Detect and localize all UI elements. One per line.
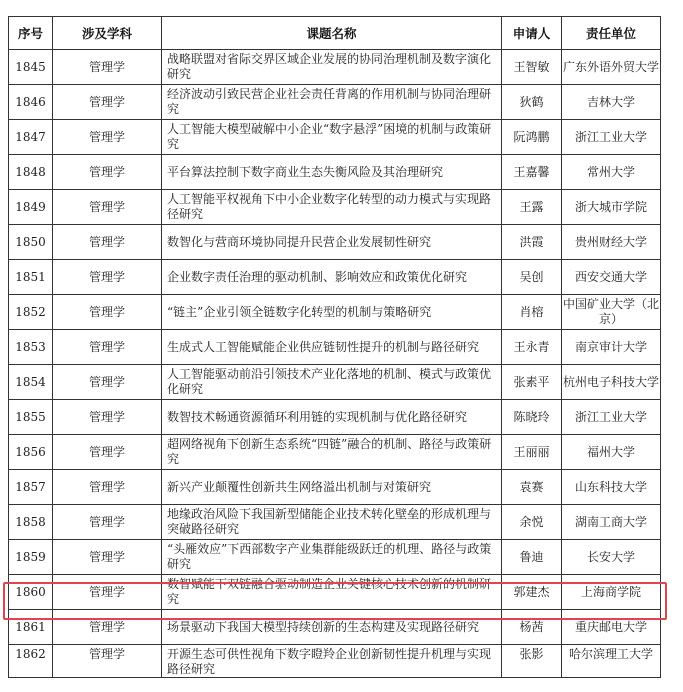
row-unit: 福州大学: [562, 435, 661, 470]
row-applicant: 肖榕: [502, 295, 562, 330]
header-row: [9, 17, 661, 50]
header-title: 课题名称: [162, 17, 502, 50]
table-row: [9, 330, 661, 365]
row-title: 企业数字责任治理的驱动机制、影响效应和政策优化研究: [162, 260, 502, 295]
row-title: 数智赋能下双链融合驱动制造企业关键核心技术创新的机制研究: [162, 575, 502, 610]
table-row: [9, 120, 661, 155]
row-no: 1855: [9, 400, 53, 435]
row-title: 场景驱动下我国大模型持续创新的生态构建及实现路径研究: [162, 610, 502, 645]
row-applicant: 张影: [502, 645, 562, 678]
table-row: [9, 470, 661, 505]
row-applicant: 鲁迪: [502, 540, 562, 575]
row-subject: 管理学: [53, 85, 162, 120]
row-unit: 浙江工业大学: [562, 120, 661, 155]
row-applicant: 余悦: [502, 505, 562, 540]
row-title: 战略联盟对省际交界区域企业发展的协同治理机制及数字演化研究: [162, 50, 502, 85]
header-no: 序号: [9, 17, 53, 50]
row-applicant: 王永青: [502, 330, 562, 365]
row-no: 1850: [9, 225, 53, 260]
project-table: [8, 16, 661, 678]
row-title: 超网络视角下创新生态系统“四链”融合的机制、路径与政策研究: [162, 435, 502, 470]
row-no: 1861: [9, 610, 53, 645]
row-no: 1856: [9, 435, 53, 470]
row-no: 1845: [9, 50, 53, 85]
row-title: “头雁效应”下西部数字产业集群能级跃迁的机理、路径与政策研究: [162, 540, 502, 575]
table-row: [9, 295, 661, 330]
row-no: 1854: [9, 365, 53, 400]
row-unit: 湖南工商大学: [562, 505, 661, 540]
row-subject: 管理学: [53, 50, 162, 85]
row-applicant: 狄鹤: [502, 85, 562, 120]
table-row: [9, 540, 661, 575]
row-title: 生成式人工智能赋能企业供应链韧性提升的机制与路径研究: [162, 330, 502, 365]
row-title: 新兴产业颠覆性创新共生网络溢出机制与对策研究: [162, 470, 502, 505]
row-unit: 贵州财经大学: [562, 225, 661, 260]
row-unit: 西安交通大学: [562, 260, 661, 295]
row-unit: 杭州电子科技大学: [562, 365, 661, 400]
row-applicant: 陈晓玲: [502, 400, 562, 435]
row-subject: 管理学: [53, 645, 162, 678]
table-row: [9, 190, 661, 225]
row-subject: 管理学: [53, 540, 162, 575]
row-title: 数智化与营商环境协同提升民营企业发展韧性研究: [162, 225, 502, 260]
row-no: 1852: [9, 295, 53, 330]
row-subject: 管理学: [53, 435, 162, 470]
row-applicant: 王嘉馨: [502, 155, 562, 190]
header-applicant: 申请人: [502, 17, 562, 50]
row-no: 1857: [9, 470, 53, 505]
table-row: [9, 50, 661, 85]
table-row: [9, 225, 661, 260]
table-row: [9, 435, 661, 470]
table-row: [9, 610, 661, 645]
row-applicant: 王丽丽: [502, 435, 562, 470]
row-title: 经济波动引致民营企业社会责任背离的作用机制与协同治理研究: [162, 85, 502, 120]
row-subject: 管理学: [53, 155, 162, 190]
row-unit: 浙江工业大学: [562, 400, 661, 435]
row-applicant: 郭建杰: [502, 575, 562, 610]
project-list: [8, 16, 660, 678]
table-row-highlighted: [9, 575, 661, 610]
row-unit: 常州大学: [562, 155, 661, 190]
table-row: [9, 260, 661, 295]
row-subject: 管理学: [53, 400, 162, 435]
row-subject: 管理学: [53, 225, 162, 260]
row-unit: 长安大学: [562, 540, 661, 575]
row-unit: 中国矿业大学（北京）: [562, 295, 661, 330]
row-no: 1848: [9, 155, 53, 190]
row-unit: 哈尔滨理工大学: [562, 645, 661, 678]
table-row: [9, 365, 661, 400]
row-applicant: 阮鸿鹏: [502, 120, 562, 155]
row-subject: 管理学: [53, 470, 162, 505]
row-subject: 管理学: [53, 505, 162, 540]
row-unit: 南京审计大学: [562, 330, 661, 365]
table-row: [9, 505, 661, 540]
table-row: [9, 400, 661, 435]
row-title: 人工智能驱动前沿引领技术产业化落地的机制、模式与政策优化研究: [162, 365, 502, 400]
row-no: 1847: [9, 120, 53, 155]
row-subject: 管理学: [53, 120, 162, 155]
row-subject: 管理学: [53, 260, 162, 295]
table-row: [9, 85, 661, 120]
row-unit: 上海商学院: [562, 575, 661, 610]
row-title: 平台算法控制下数字商业生态失衡风险及其治理研究: [162, 155, 502, 190]
row-unit: 重庆邮电大学: [562, 610, 661, 645]
row-title: 人工智能平权视角下中小企业数字化转型的动力模式与实现路径研究: [162, 190, 502, 225]
row-title: “链主”企业引领全链数字化转型的机制与策略研究: [162, 295, 502, 330]
row-no: 1846: [9, 85, 53, 120]
row-title: 地缘政治风险下我国新型储能企业技术转化壁垒的形成机理与突破路径研究: [162, 505, 502, 540]
row-subject: 管理学: [53, 330, 162, 365]
row-applicant: 吴创: [502, 260, 562, 295]
row-no: 1849: [9, 190, 53, 225]
row-applicant: 王露: [502, 190, 562, 225]
row-no: 1853: [9, 330, 53, 365]
row-no: 1858: [9, 505, 53, 540]
row-applicant: 洪霞: [502, 225, 562, 260]
row-unit: 广东外语外贸大学: [562, 50, 661, 85]
row-title: 数智技术畅通资源循环利用链的实现机制与优化路径研究: [162, 400, 502, 435]
table-row: [9, 155, 661, 190]
row-applicant: 杨茜: [502, 610, 562, 645]
row-subject: 管理学: [53, 365, 162, 400]
row-no: 1862: [9, 645, 53, 678]
row-no: 1860: [9, 575, 53, 610]
row-title: 开源生态可供性视角下数字瞪羚企业创新韧性提升机理与实现路径研究: [162, 645, 502, 678]
row-applicant: 张素平: [502, 365, 562, 400]
table-row: [9, 645, 661, 678]
row-title: 人工智能大模型破解中小企业“数字悬浮”困境的机制与政策研究: [162, 120, 502, 155]
row-subject: 管理学: [53, 575, 162, 610]
header-subject: 涉及学科: [53, 17, 162, 50]
row-no: 1851: [9, 260, 53, 295]
row-no: 1859: [9, 540, 53, 575]
row-unit: 吉林大学: [562, 85, 661, 120]
header-unit: 责任单位: [562, 17, 661, 50]
row-unit: 浙大城市学院: [562, 190, 661, 225]
row-subject: 管理学: [53, 190, 162, 225]
row-subject: 管理学: [53, 610, 162, 645]
row-applicant: 袁赛: [502, 470, 562, 505]
row-subject: 管理学: [53, 295, 162, 330]
row-unit: 山东科技大学: [562, 470, 661, 505]
row-applicant: 王智敏: [502, 50, 562, 85]
